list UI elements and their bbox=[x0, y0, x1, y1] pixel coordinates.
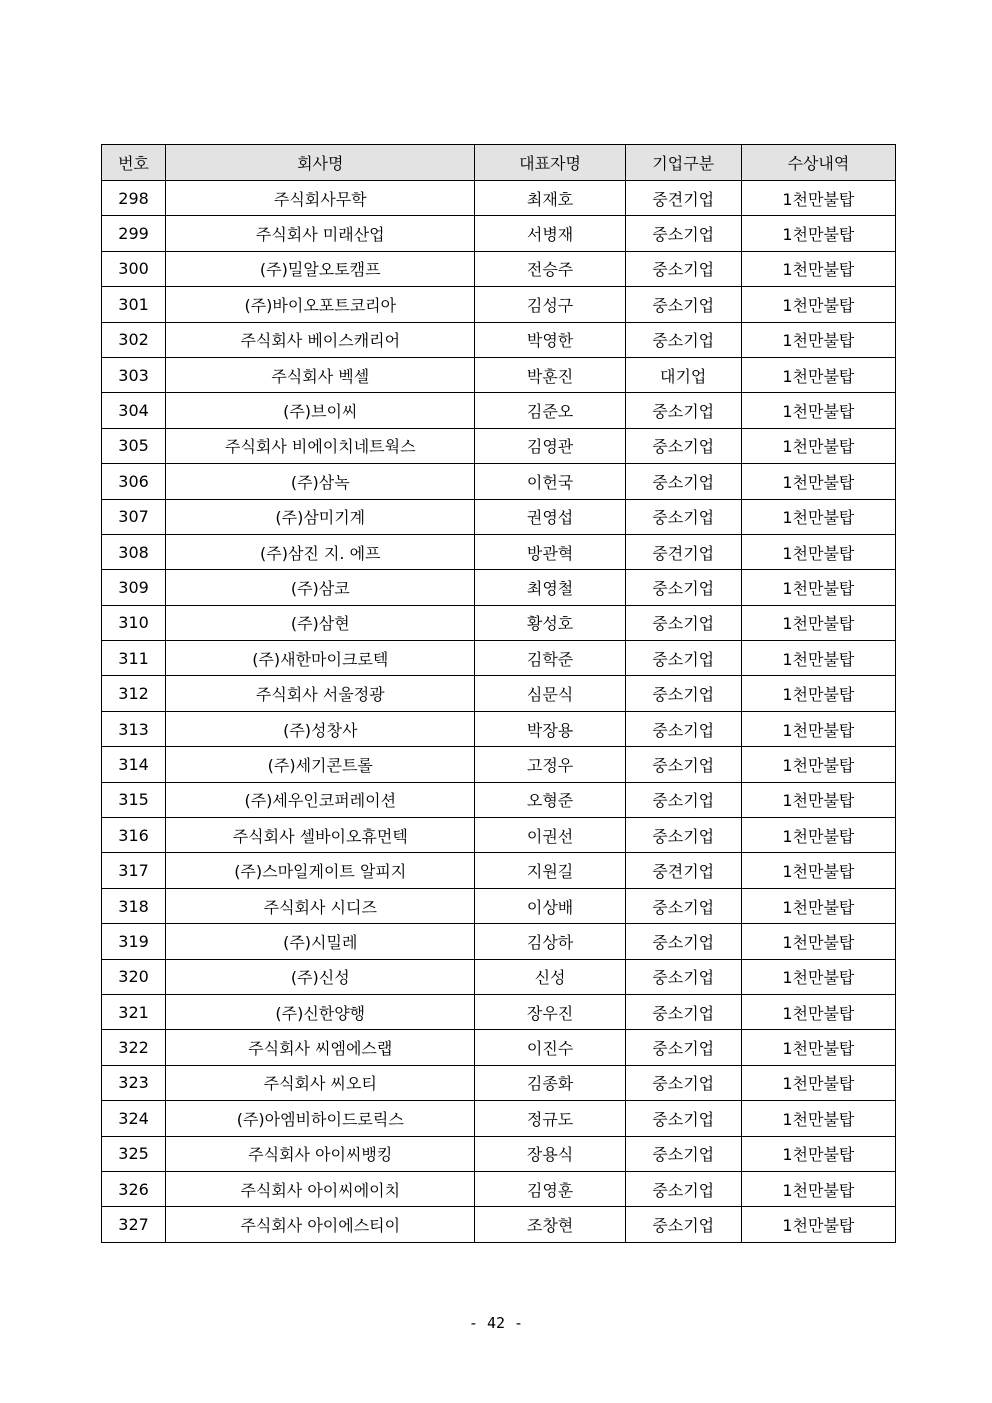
table-header bbox=[102, 145, 896, 181]
cell-company: (주)브이씨 bbox=[166, 393, 475, 428]
cell-company: (주)삼녹 bbox=[166, 464, 475, 499]
cell-ceo: 김영훈 bbox=[475, 1171, 625, 1206]
cell-ceo: 박훈진 bbox=[475, 357, 625, 392]
cell-number: 326 bbox=[102, 1171, 166, 1206]
cell-award: 1천만불탑 bbox=[741, 1030, 895, 1065]
cell-company-type: 중소기업 bbox=[625, 216, 741, 251]
cell-number: 308 bbox=[102, 534, 166, 569]
cell-company: (주)성창사 bbox=[166, 711, 475, 746]
cell-company: 주식회사 아이씨뱅킹 bbox=[166, 1136, 475, 1171]
table-row bbox=[102, 888, 896, 923]
cell-company: 주식회사 벡셀 bbox=[166, 357, 475, 392]
table-row bbox=[102, 994, 896, 1029]
cell-number: 305 bbox=[102, 428, 166, 463]
table-row bbox=[102, 818, 896, 853]
cell-award: 1천만불탑 bbox=[741, 1065, 895, 1100]
table-row bbox=[102, 322, 896, 357]
cell-number: 324 bbox=[102, 1101, 166, 1136]
cell-company: (주)바이오포트코리아 bbox=[166, 287, 475, 322]
cell-company-type: 중소기업 bbox=[625, 1136, 741, 1171]
cell-award: 1천만불탑 bbox=[741, 1171, 895, 1206]
cell-ceo: 신성 bbox=[475, 959, 625, 994]
cell-award: 1천만불탑 bbox=[741, 428, 895, 463]
cell-company-type: 중소기업 bbox=[625, 641, 741, 676]
table-row bbox=[102, 499, 896, 534]
cell-award: 1천만불탑 bbox=[741, 181, 895, 216]
cell-company-type: 중소기업 bbox=[625, 888, 741, 923]
cell-number: 313 bbox=[102, 711, 166, 746]
table-row bbox=[102, 1136, 896, 1171]
cell-number: 312 bbox=[102, 676, 166, 711]
cell-ceo: 장용식 bbox=[475, 1136, 625, 1171]
cell-award: 1천만불탑 bbox=[741, 216, 895, 251]
cell-company: 주식회사 아이씨에이치 bbox=[166, 1171, 475, 1206]
cell-company-type: 중소기업 bbox=[625, 994, 741, 1029]
cell-ceo: 황성호 bbox=[475, 605, 625, 640]
cell-company-type: 대기업 bbox=[625, 357, 741, 392]
table-row bbox=[102, 1207, 896, 1242]
cell-company-type: 중소기업 bbox=[625, 782, 741, 817]
cell-award: 1천만불탑 bbox=[741, 251, 895, 286]
cell-company-type: 중소기업 bbox=[625, 499, 741, 534]
cell-company: (주)아엠비하이드로릭스 bbox=[166, 1101, 475, 1136]
header-number: 번호 bbox=[102, 145, 166, 181]
table-row bbox=[102, 181, 896, 216]
award-table bbox=[101, 144, 896, 1243]
cell-company-type: 중소기업 bbox=[625, 1207, 741, 1242]
table-row bbox=[102, 1065, 896, 1100]
cell-number: 319 bbox=[102, 924, 166, 959]
cell-number: 316 bbox=[102, 818, 166, 853]
cell-company: 주식회사 아이에스티이 bbox=[166, 1207, 475, 1242]
cell-company: 주식회사 씨엠에스랩 bbox=[166, 1030, 475, 1065]
cell-award: 1천만불탑 bbox=[741, 924, 895, 959]
cell-award: 1천만불탑 bbox=[741, 499, 895, 534]
cell-company: (주)삼코 bbox=[166, 570, 475, 605]
cell-ceo: 최재호 bbox=[475, 181, 625, 216]
cell-company-type: 중소기업 bbox=[625, 959, 741, 994]
cell-number: 302 bbox=[102, 322, 166, 357]
cell-company-type: 중소기업 bbox=[625, 605, 741, 640]
cell-ceo: 이헌국 bbox=[475, 464, 625, 499]
cell-award: 1천만불탑 bbox=[741, 1136, 895, 1171]
cell-number: 304 bbox=[102, 393, 166, 428]
cell-number: 309 bbox=[102, 570, 166, 605]
cell-company: 주식회사 셀바이오휴먼텍 bbox=[166, 818, 475, 853]
cell-company-type: 중소기업 bbox=[625, 287, 741, 322]
cell-number: 301 bbox=[102, 287, 166, 322]
cell-company-type: 중소기업 bbox=[625, 570, 741, 605]
cell-ceo: 고정우 bbox=[475, 747, 625, 782]
cell-company: 주식회사 씨오티 bbox=[166, 1065, 475, 1100]
cell-number: 323 bbox=[102, 1065, 166, 1100]
cell-ceo: 조창현 bbox=[475, 1207, 625, 1242]
cell-number: 318 bbox=[102, 888, 166, 923]
cell-company-type: 중소기업 bbox=[625, 747, 741, 782]
header-row bbox=[102, 145, 896, 181]
cell-company-type: 중소기업 bbox=[625, 251, 741, 286]
table-row bbox=[102, 464, 896, 499]
cell-company-type: 중소기업 bbox=[625, 1101, 741, 1136]
table-body bbox=[102, 181, 896, 1243]
table-row bbox=[102, 711, 896, 746]
cell-ceo: 김상하 bbox=[475, 924, 625, 959]
cell-company-type: 중견기업 bbox=[625, 181, 741, 216]
header-award: 수상내역 bbox=[741, 145, 895, 181]
table-row bbox=[102, 782, 896, 817]
cell-company-type: 중소기업 bbox=[625, 428, 741, 463]
table-row bbox=[102, 924, 896, 959]
cell-award: 1천만불탑 bbox=[741, 641, 895, 676]
cell-ceo: 이상배 bbox=[475, 888, 625, 923]
cell-ceo: 김성구 bbox=[475, 287, 625, 322]
cell-award: 1천만불탑 bbox=[741, 287, 895, 322]
cell-award: 1천만불탑 bbox=[741, 959, 895, 994]
cell-company: (주)신성 bbox=[166, 959, 475, 994]
cell-company-type: 중소기업 bbox=[625, 711, 741, 746]
cell-award: 1천만불탑 bbox=[741, 605, 895, 640]
cell-award: 1천만불탑 bbox=[741, 1101, 895, 1136]
cell-ceo: 지원길 bbox=[475, 853, 625, 888]
table-row bbox=[102, 534, 896, 569]
table-row bbox=[102, 676, 896, 711]
cell-number: 299 bbox=[102, 216, 166, 251]
cell-award: 1천만불탑 bbox=[741, 534, 895, 569]
cell-number: 321 bbox=[102, 994, 166, 1029]
cell-ceo: 최영철 bbox=[475, 570, 625, 605]
cell-company: (주)세기콘트롤 bbox=[166, 747, 475, 782]
cell-company: (주)삼현 bbox=[166, 605, 475, 640]
cell-award: 1천만불탑 bbox=[741, 888, 895, 923]
table-row bbox=[102, 287, 896, 322]
cell-award: 1천만불탑 bbox=[741, 322, 895, 357]
cell-ceo: 김종화 bbox=[475, 1065, 625, 1100]
cell-company: (주)스마일게이트 알피지 bbox=[166, 853, 475, 888]
cell-ceo: 오형준 bbox=[475, 782, 625, 817]
cell-company-type: 중소기업 bbox=[625, 1065, 741, 1100]
table-row bbox=[102, 570, 896, 605]
cell-ceo: 김준오 bbox=[475, 393, 625, 428]
cell-company-type: 중소기업 bbox=[625, 924, 741, 959]
cell-company: (주)삼미기계 bbox=[166, 499, 475, 534]
cell-number: 306 bbox=[102, 464, 166, 499]
cell-award: 1천만불탑 bbox=[741, 393, 895, 428]
cell-ceo: 권영섭 bbox=[475, 499, 625, 534]
cell-company: 주식회사 비에이치네트웍스 bbox=[166, 428, 475, 463]
cell-number: 298 bbox=[102, 181, 166, 216]
cell-award: 1천만불탑 bbox=[741, 676, 895, 711]
cell-number: 320 bbox=[102, 959, 166, 994]
cell-number: 311 bbox=[102, 641, 166, 676]
cell-ceo: 박영한 bbox=[475, 322, 625, 357]
cell-company-type: 중소기업 bbox=[625, 818, 741, 853]
cell-award: 1천만불탑 bbox=[741, 994, 895, 1029]
cell-ceo: 이권선 bbox=[475, 818, 625, 853]
header-company: 회사명 bbox=[166, 145, 475, 181]
cell-company-type: 중소기업 bbox=[625, 1171, 741, 1206]
cell-number: 303 bbox=[102, 357, 166, 392]
cell-company-type: 중견기업 bbox=[625, 534, 741, 569]
cell-company: (주)새한마이크로텍 bbox=[166, 641, 475, 676]
table-row bbox=[102, 1101, 896, 1136]
cell-company: (주)신한양행 bbox=[166, 994, 475, 1029]
cell-company: 주식회사 베이스캐리어 bbox=[166, 322, 475, 357]
cell-award: 1천만불탑 bbox=[741, 711, 895, 746]
cell-ceo: 방관혁 bbox=[475, 534, 625, 569]
cell-company: 주식회사 시디즈 bbox=[166, 888, 475, 923]
cell-company-type: 중견기업 bbox=[625, 853, 741, 888]
header-company-type: 기업구분 bbox=[625, 145, 741, 181]
cell-award: 1천만불탑 bbox=[741, 464, 895, 499]
cell-company: 주식회사무학 bbox=[166, 181, 475, 216]
cell-ceo: 서병재 bbox=[475, 216, 625, 251]
cell-company: 주식회사 미래산업 bbox=[166, 216, 475, 251]
cell-award: 1천만불탑 bbox=[741, 853, 895, 888]
table-row bbox=[102, 216, 896, 251]
cell-award: 1천만불탑 bbox=[741, 818, 895, 853]
cell-company-type: 중소기업 bbox=[625, 393, 741, 428]
table-row bbox=[102, 357, 896, 392]
cell-company: 주식회사 서울정광 bbox=[166, 676, 475, 711]
table-row bbox=[102, 747, 896, 782]
table-row bbox=[102, 1030, 896, 1065]
cell-award: 1천만불탑 bbox=[741, 782, 895, 817]
cell-company-type: 중소기업 bbox=[625, 1030, 741, 1065]
table-row bbox=[102, 1171, 896, 1206]
cell-ceo: 박장용 bbox=[475, 711, 625, 746]
page-number: - 42 - bbox=[468, 1314, 524, 1332]
cell-company: (주)세우인코퍼레이션 bbox=[166, 782, 475, 817]
cell-award: 1천만불탑 bbox=[741, 1207, 895, 1242]
cell-ceo: 심문식 bbox=[475, 676, 625, 711]
cell-number: 327 bbox=[102, 1207, 166, 1242]
cell-number: 310 bbox=[102, 605, 166, 640]
table-row bbox=[102, 959, 896, 994]
cell-company-type: 중소기업 bbox=[625, 676, 741, 711]
cell-company-type: 중소기업 bbox=[625, 322, 741, 357]
cell-ceo: 김학준 bbox=[475, 641, 625, 676]
cell-number: 314 bbox=[102, 747, 166, 782]
cell-number: 307 bbox=[102, 499, 166, 534]
cell-ceo: 장우진 bbox=[475, 994, 625, 1029]
cell-company: (주)시밀레 bbox=[166, 924, 475, 959]
table-row bbox=[102, 641, 896, 676]
cell-award: 1천만불탑 bbox=[741, 747, 895, 782]
cell-company-type: 중소기업 bbox=[625, 464, 741, 499]
table-row bbox=[102, 605, 896, 640]
table-row bbox=[102, 251, 896, 286]
header-ceo: 대표자명 bbox=[475, 145, 625, 181]
cell-number: 315 bbox=[102, 782, 166, 817]
cell-award: 1천만불탑 bbox=[741, 357, 895, 392]
cell-number: 300 bbox=[102, 251, 166, 286]
cell-company: (주)밀알오토캠프 bbox=[166, 251, 475, 286]
cell-number: 322 bbox=[102, 1030, 166, 1065]
cell-number: 317 bbox=[102, 853, 166, 888]
cell-ceo: 이진수 bbox=[475, 1030, 625, 1065]
cell-ceo: 김영관 bbox=[475, 428, 625, 463]
cell-company: (주)삼진 지. 에프 bbox=[166, 534, 475, 569]
table-row bbox=[102, 853, 896, 888]
table-row bbox=[102, 428, 896, 463]
cell-award: 1천만불탑 bbox=[741, 570, 895, 605]
table-row bbox=[102, 393, 896, 428]
cell-number: 325 bbox=[102, 1136, 166, 1171]
cell-ceo: 전승주 bbox=[475, 251, 625, 286]
cell-ceo: 정규도 bbox=[475, 1101, 625, 1136]
